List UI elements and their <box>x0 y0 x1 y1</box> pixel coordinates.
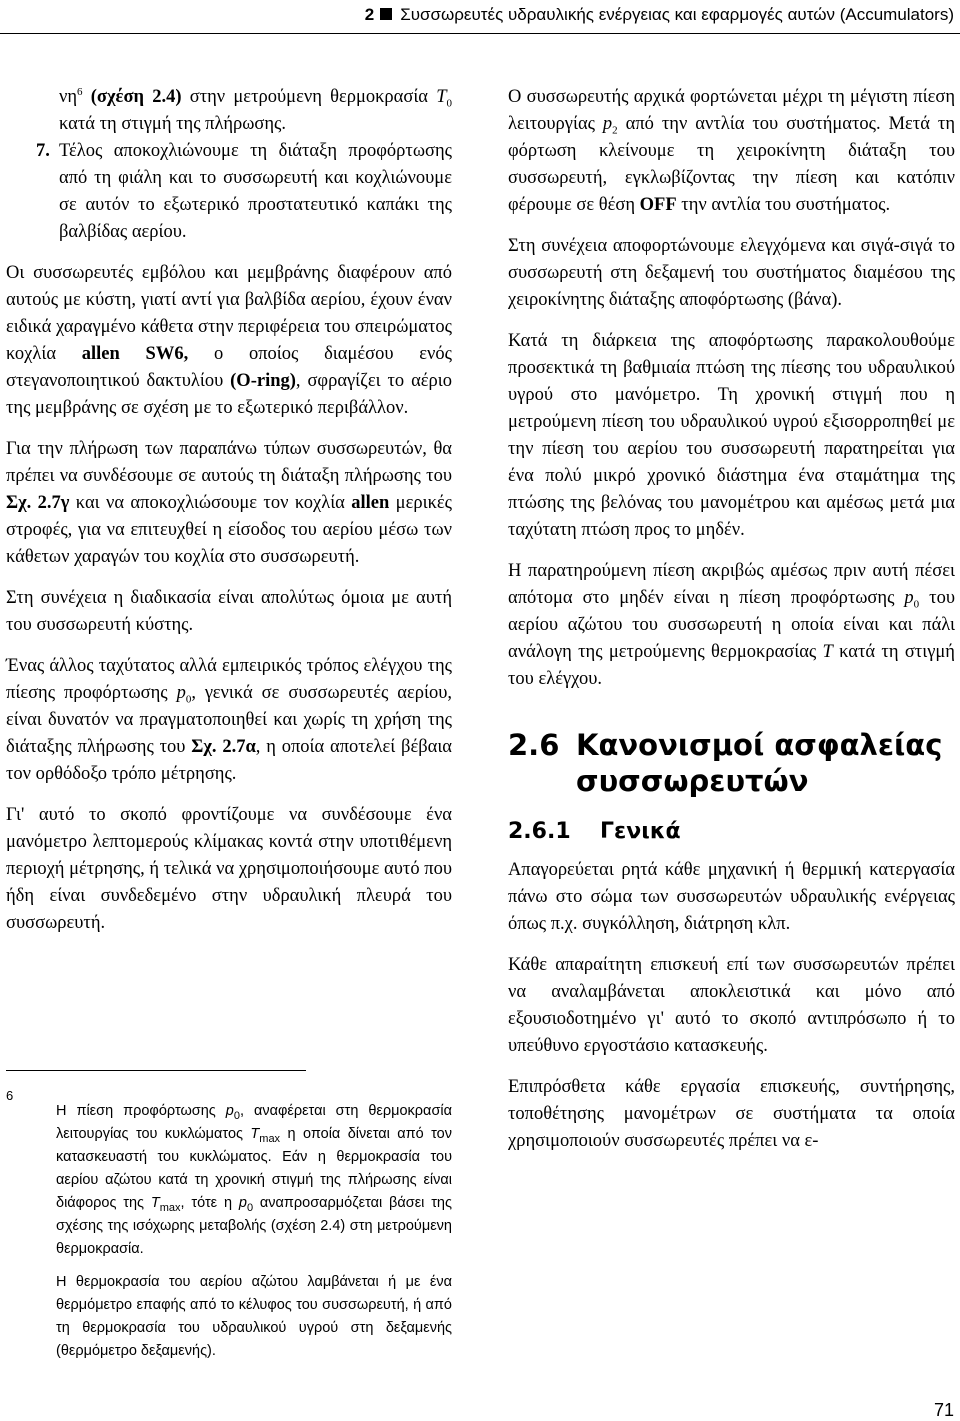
running-header <box>0 0 960 34</box>
paragraph: Ο συσσωρευτής αρχικά φορτώνεται μέχρι τη μέγιστη πίεση λειτουργίας $p_2$ από την αντλία του συστήματος. Μετά τη φόρτωση κλείνουμε τη χειροκίνητη διάταξη του συσσωρευτή, εγκλωβίζοντας την πίεση και κατόπιν φέρουμε σε θέση OFF την αντλία του συστήματος. <box>508 87 955 215</box>
left-column <box>6 84 452 951</box>
footnote-marker: 6 <box>6 1088 14 1103</box>
paragraph: Απαγορεύεται ρητά κάθε μηχανική ή θερμική κατεργασία πάνω στο σώμα των συσσωρευτών υδραυλικής ενέργειας όπως π.χ. συγκόλληση, διάτρηση κλπ. <box>508 860 955 934</box>
paragraph: Για την πλήρωση των παραπάνω τύπων συσσωρευτών, θα πρέπει να συνδέσουμε σε αυτούς τη διάταξη πλήρωσης του Σχ. 2.7γ και να αποκοχλιώσουμε τον κοχλία allen μερικές στροφές, για να επιτευχθεί η είσοδος του αερίου μέσω των κάθετων χαραγών του κοχλία στο συσσωρευτή. <box>6 439 452 567</box>
subsection-title: Γενικά <box>600 819 681 844</box>
page-number: 71 <box>933 1400 954 1420</box>
paragraph: Οι συσσωρευτές εμβόλου και μεμβράνης διαφέρουν από αυτούς με κύστη, γιατί αντί για βαλβίδα αερίου, έχουν έναν ειδικά χαραγμένο κάθετα στην περιφέρεια του σπειρώματος κοχλία allen SW6, ο οποίος διαμέσου ενός στεγανοποιητικού δακτυλίου (O-ring), σφραγίζει το αέριο της μεμβράνης σε σχέση με το εξωτερικό περιβάλλον. <box>6 263 452 418</box>
square-bullet-icon <box>380 8 392 20</box>
paragraph: Γι' αυτό το σκοπό φροντίζουμε να συνδέσουμε ένα μανόμετρο λεπτομερούς κλίμακας κοντά στην υποτιθέμενη περιοχή μέτρησης, ή τελικά να χρησιμοποιήσουμε αυτό που ήδη είναι συνδεδεμένο στην υδραυλική πλευρά του συσσωρευτή. <box>6 805 452 933</box>
section-number: 2.6 <box>508 728 560 762</box>
chapter-number: 2 <box>364 5 375 24</box>
paragraph: Στη συνέχεια η διαδικασία είναι απολύτως όμοια με αυτή του συσσωρευτή κύστης. <box>6 588 452 635</box>
paragraph: Ένας άλλος ταχύτατος αλλά εμπειρικός τρόπος ελέγχου της πίεσης προφόρτωσης $p_0$, γενικά σε συσσωρευτές αερίου, είναι δυνατόν να πραγματοποιηθεί και χωρίς τη χρήση της διάταξης πλήρωσης του Σχ. 2.7α, η οποία αποτελεί βέβαια τον ορθόδοξο τρόπο μέτρησης. <box>6 656 453 784</box>
subsection-heading <box>508 817 955 847</box>
right-column <box>508 84 955 1169</box>
paragraph: Στη συνέχεια αποφορτώνουμε ελεγχόμενα και σιγά-σιγά το συσσωρευτή στη δεξαμενή του συστήματος διαμέσου της χειροκίνητης διάταξης αποφόρτωσης (βάνα). <box>508 236 955 310</box>
footnote-separator <box>6 1070 306 1071</box>
section-title: Κανονισμοί ασφαλείας συσσωρευτών <box>576 728 943 798</box>
list-item-7: 7. Τέλος αποκοχλιώνουμε τη διάταξη προφόρτωσης από τη φιάλη και το συσσωρευτή και κοχλιώνουμε σε αυτόν το εξωτερικό προστατευτικό καπάκι της βαλβίδας αερίου. <box>6 138 452 246</box>
footnote-ref[interactable]: 6 <box>77 85 83 98</box>
header-title <box>365 5 954 25</box>
paragraph: Κατά τη διάρκεια της αποφόρτωσης παρακολουθούμε προσεκτικά τη βαθμιαία πτώση της πίεσης του υδραυλικού υγρού στο μανόμετρο. Τη χρονική στιγμή που η μετρούμενη πίεση του υδραυλικού υγρού εξισορροπηθεί με την πίεση του αερίου του συσσωρευτή παρατηρείται για ένα πολύ μικρό χρονικό διάστημα ένα σταμάτημα της πτώσης της βελόνας του μανομέτρου και αμέσως μετά μια ταχύτατη πτώση προς το μηδέν. <box>508 331 955 540</box>
paragraph: Η παρατηρούμενη πίεση ακριβώς αμέσως πριν αυτή πέσει απότομα στο μηδέν είναι η πίεση προφόρτωσης $p_0$ του αερίου αζώτου του συσσωρευτή η οποία είναι και πάλι ανάλογη της μετρούμενης θερμοκρασίας T κατά τη στιγμή του ελέγχου. <box>508 561 955 689</box>
footnote <box>56 1100 452 1373</box>
list-item-continuation: $\nu\eta^6$ (σχέση 2.4) στην μετρούμενη θερμοκρασία $T_0$ κατά τη στιγμή της πλήρωσης. <box>59 85 453 134</box>
chapter-title: Συσσωρευτές υδραυλικής ενέργειας και εφαρμογές αυτών (Accumulators) <box>400 5 954 24</box>
paragraph: Κάθε απαραίτητη επισκευή επί των συσσωρευτών πρέπει να αναλαμβάνεται αποκλειστικά και μόνο από εξουσιοδοτημένο γι' αυτό το σκοπό αντιπρόσωπο ή το υπεύθυνο εργοστάσιο κατασκευής. <box>508 955 955 1056</box>
list-number: 7. <box>36 141 50 161</box>
section-heading <box>508 727 955 799</box>
footnote-paragraph: Η πίεση προφόρτωσης $p_0$, αναφέρεται στη θερμοκρασία λειτουργίας του κυκλώματος $T_{max}$ η οποία δίνεται από τον κατασκευαστή του κυκλώματος. Εάν η θερμοκρασία του αερίου αζώτου κατά τη χρονική στιγμή της πλήρωσης είναι διάφορος της $T_{max}$, τότε η $p_0$ αναπροσαρμόζεται βάσει της σχέσης της ισόχωρης μεταβολής (σχέση 2.4) στη μετρούμενη θερμοκρασία. <box>56 1103 452 1257</box>
subsection-number: 2.6.1 <box>508 819 571 844</box>
paragraph: Επιπρόσθετα κάθε εργασία επισκευής, συντήρησης, τοποθέτησης μανομέτρων σε συστήματα τα οποία χρησιμοποιούν συσσωρευτές πρέπει να ε- <box>508 1077 955 1151</box>
footnote-paragraph: Η θερμοκρασία του αερίου αζώτου λαμβάνεται ή με ένα θερμόμετρο επαφής από το κέλυφος του συσσωρευτή, ή από τη θερμοκρασία του υδραυλικού υγρού στη δεξαμενής (θερμόμετρο δεξαμενής). <box>56 1274 452 1359</box>
